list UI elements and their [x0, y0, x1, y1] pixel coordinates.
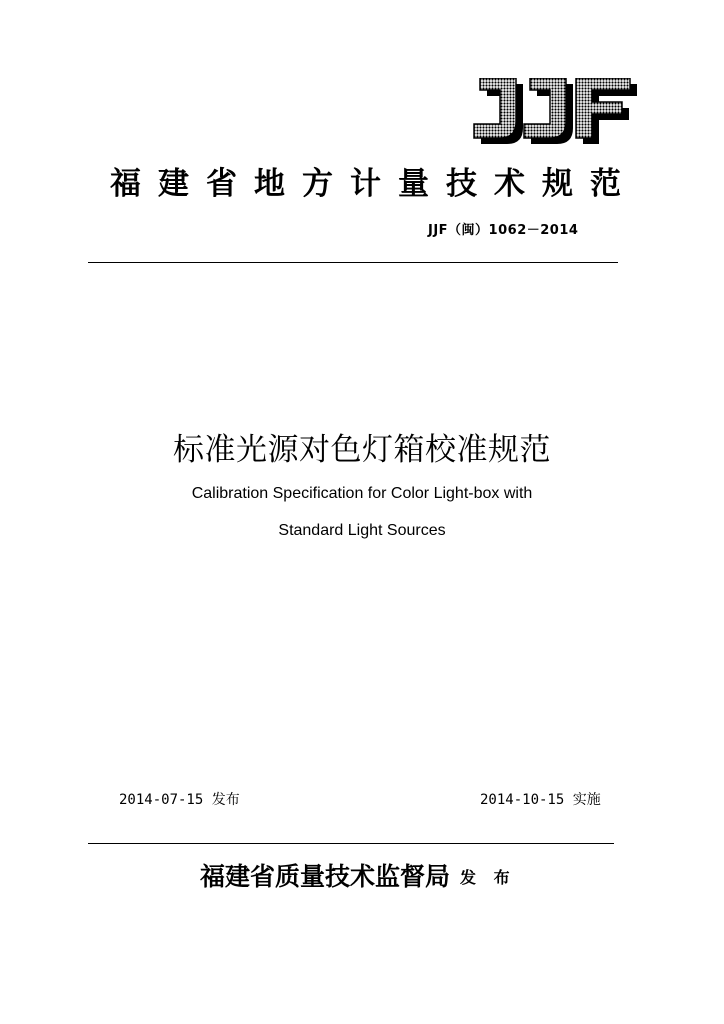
bottom-divider: [88, 843, 614, 844]
jjf-logo-icon: [470, 78, 640, 146]
jjf-logo: [470, 78, 640, 146]
authority-title: 福建省地方计量技术规范: [110, 166, 638, 202]
document-title-english-line1: Calibration Specification for Color Light-box with: [191, 485, 533, 502]
issuer-suffix: 发 布: [460, 868, 516, 887]
issue-date: 2014-07-15 发布: [119, 792, 240, 808]
top-divider: [88, 262, 618, 263]
document-title-chinese: 标准光源对色灯箱校准规范: [173, 432, 551, 468]
issuer-name: 福建省质量技术监督局: [200, 862, 451, 891]
implementation-date: 2014-10-15 实施: [480, 792, 601, 808]
issuer-line: [200, 857, 516, 893]
document-title-english-line2: Standard Light Sources: [278, 522, 446, 539]
document-number: JJF（闽）1062－2014: [428, 223, 579, 238]
